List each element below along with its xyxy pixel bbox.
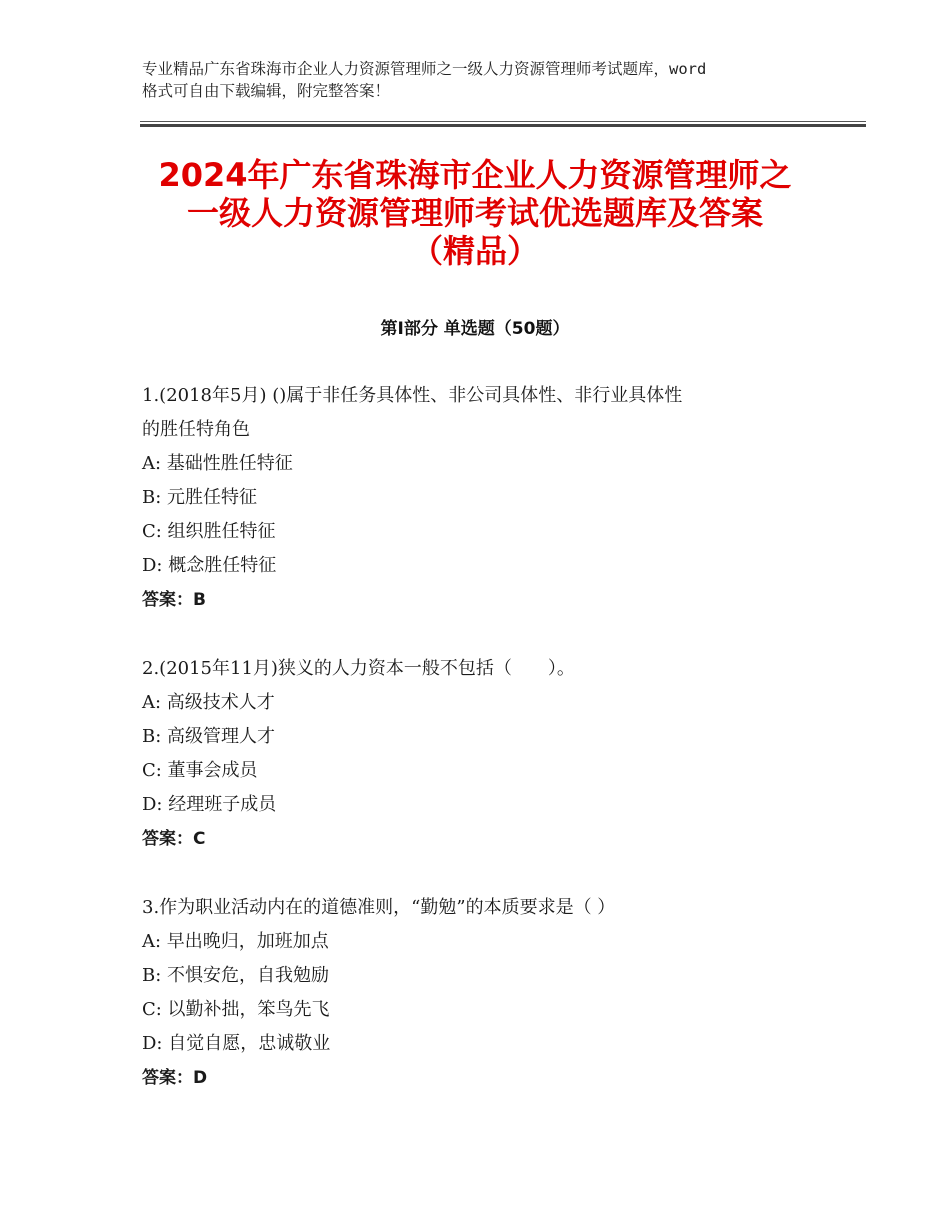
answer: 答案：B xyxy=(142,590,206,610)
question-stem-line-1: 3.作为职业活动内在的道德准则，“勤勉”的本质要求是（ ） xyxy=(142,897,616,918)
document-title xyxy=(100,156,850,270)
title-line-3: （精品） xyxy=(410,232,539,270)
answer: 答案：D xyxy=(142,1068,208,1088)
answer: 答案：C xyxy=(142,829,206,849)
title-line-2: 一级人力资源管理师考试优选题库及答案 xyxy=(186,194,763,232)
option-b: B: 元胜任特征 xyxy=(142,487,258,508)
option-c: C: 董事会成员 xyxy=(142,760,258,781)
header-divider-thin xyxy=(140,121,866,122)
option-d: D: 经理班子成员 xyxy=(142,794,277,815)
option-a: A: 基础性胜任特征 xyxy=(142,453,293,474)
question-1 xyxy=(142,379,822,617)
question-stem-line-1: 2.(2015年11月)狭义的人力资本一般不包括（ ）。 xyxy=(142,658,575,679)
option-c: C: 组织胜任特征 xyxy=(142,521,276,542)
option-b: B: 不惧安危，自我勉励 xyxy=(142,965,330,986)
question-stem-line-1: 1.(2018年5月) ()属于非任务具体性、非公司具体性、非行业具体性 xyxy=(142,385,683,406)
option-d: D: 概念胜任特征 xyxy=(142,555,277,576)
question-stem-line-2: 的胜任特角色 xyxy=(142,419,250,440)
option-c: C: 以勤补拙，笨鸟先飞 xyxy=(142,999,330,1020)
header-note xyxy=(142,58,822,102)
section-title: 第Ⅰ部分 单选题（50题） xyxy=(380,319,570,339)
header-divider-thick xyxy=(140,124,866,127)
question-2 xyxy=(142,652,822,856)
header-note-line-2: 格式可自由下载编辑，附完整答案！ xyxy=(142,82,391,100)
option-b: B: 高级管理人才 xyxy=(142,726,276,747)
title-line-1: 2024年广东省珠海市企业人力资源管理师之 xyxy=(158,156,792,194)
header-note-line-1: 专业精品广东省珠海市企业人力资源管理师之一级人力资源管理师考试题库，word xyxy=(142,60,707,78)
option-a: A: 高级技术人才 xyxy=(142,692,275,713)
question-3 xyxy=(142,891,822,1095)
option-a: A: 早出晚归，加班加点 xyxy=(142,931,329,952)
option-d: D: 自觉自愿，忠诚敬业 xyxy=(142,1033,331,1054)
